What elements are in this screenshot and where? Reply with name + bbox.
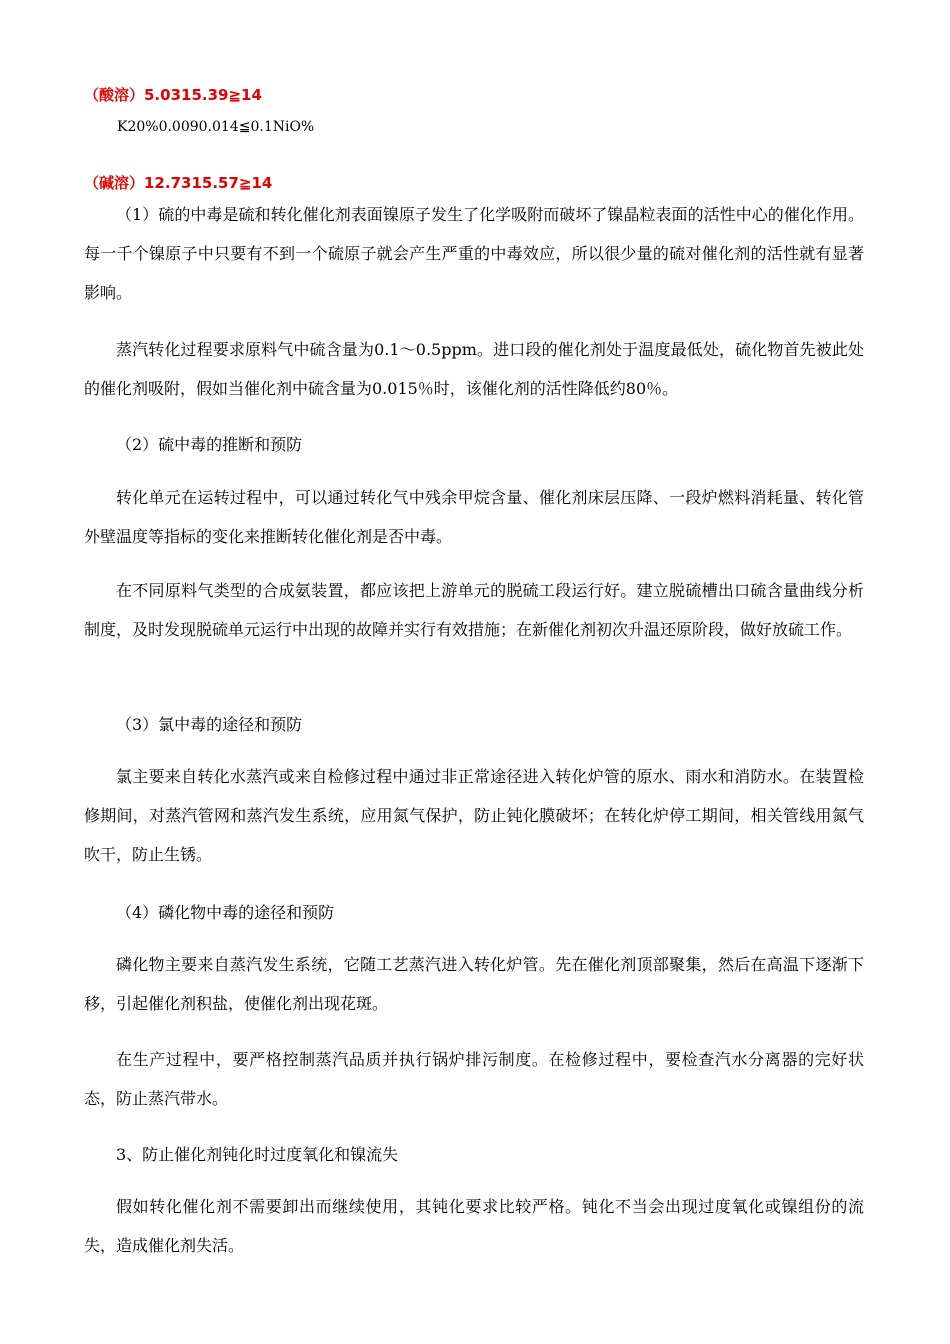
paragraph-reforming-unit-monitoring: 转化单元在运转过程中，可以通过转化气中残余甲烷含量、催化剂床层压降、一段炉燃料消耗量、转化管外壁温度等指标的变化来推断转化催化剂是否中毒。 bbox=[84, 488, 864, 546]
paragraph-phosphide-source: 磷化物主要来自蒸汽发生系统，它随工艺蒸汽进入转化炉管。先在催化剂顶部聚集，然后在高温下逐渐下移，引起催化剂积盐，使催化剂出现花斑。 bbox=[84, 955, 864, 1013]
paragraph-steam-reforming-sulfur: 蒸汽转化过程要求原料气中硫含量为0.1～0.5ppm。进口段的催化剂处于温度最低处，硫化物首先被此处的催化剂吸附，假如当催化剂中硫含量为0.015％时，该催化剂的活性降低约80％。 bbox=[84, 340, 864, 398]
acid-soluble-line: （酸溶）5.0315.39≧14 bbox=[84, 86, 262, 104]
heading-sulfur-diagnosis: （2）硫中毒的推断和预防 bbox=[116, 435, 303, 454]
paragraph-passivation-requirements: 假如转化催化剂不需要卸出而继续使用，其钝化要求比较严格。钝化不当会出现过度氧化或镍组份的流失，造成催化剂失活。 bbox=[84, 1197, 864, 1255]
heading-passivation: 3、防止催化剂钝化时过度氧化和镍流失 bbox=[116, 1145, 399, 1164]
paragraph-sulfur-poisoning: （1）硫的中毒是硫和转化催化剂表面镍原子发生了化学吸附而破坏了镍晶粒表面的活性中心的催化作用。每一千个镍原子中只要有不到一个硫原子就会产生严重的中毒效应，所以很少量的硫对催化剂的活性就有显著影响。 bbox=[84, 205, 864, 302]
paragraph-desulfurization: 在不同原料气类型的合成氨装置，都应该把上游单元的脱硫工段运行好。建立脱硫槽出口硫含量曲线分析制度，及时发现脱硫单元运行中出现的故障并实行有效措施；在新催化剂初次升温还原阶段，做好放硫工作。 bbox=[84, 581, 864, 639]
alkali-soluble-line: （碱溶）12.7315.57≧14 bbox=[84, 174, 273, 192]
paragraph-chlorine-source: 氯主要来自转化水蒸汽或来自检修过程中通过非正常途径进入转化炉管的原水、雨水和消防水。在装置检修期间，对蒸汽管网和蒸汽发生系统，应用氮气保护，防止钝化膜破坏；在转化炉停工期间，相关管线用氮气吹干，防止生锈。 bbox=[84, 767, 864, 864]
heading-phosphide-poisoning: （4）磷化物中毒的途径和预防 bbox=[116, 903, 335, 922]
k2o-nio-line: K20%0.0090.014≦0.1NiO% bbox=[117, 119, 315, 135]
paragraph-production-control: 在生产过程中，要严格控制蒸汽品质并执行锅炉排污制度。在检修过程中，要检查汽水分离器的完好状态，防止蒸汽带水。 bbox=[84, 1050, 864, 1108]
heading-chlorine-poisoning: （3）氯中毒的途径和预防 bbox=[116, 715, 303, 734]
